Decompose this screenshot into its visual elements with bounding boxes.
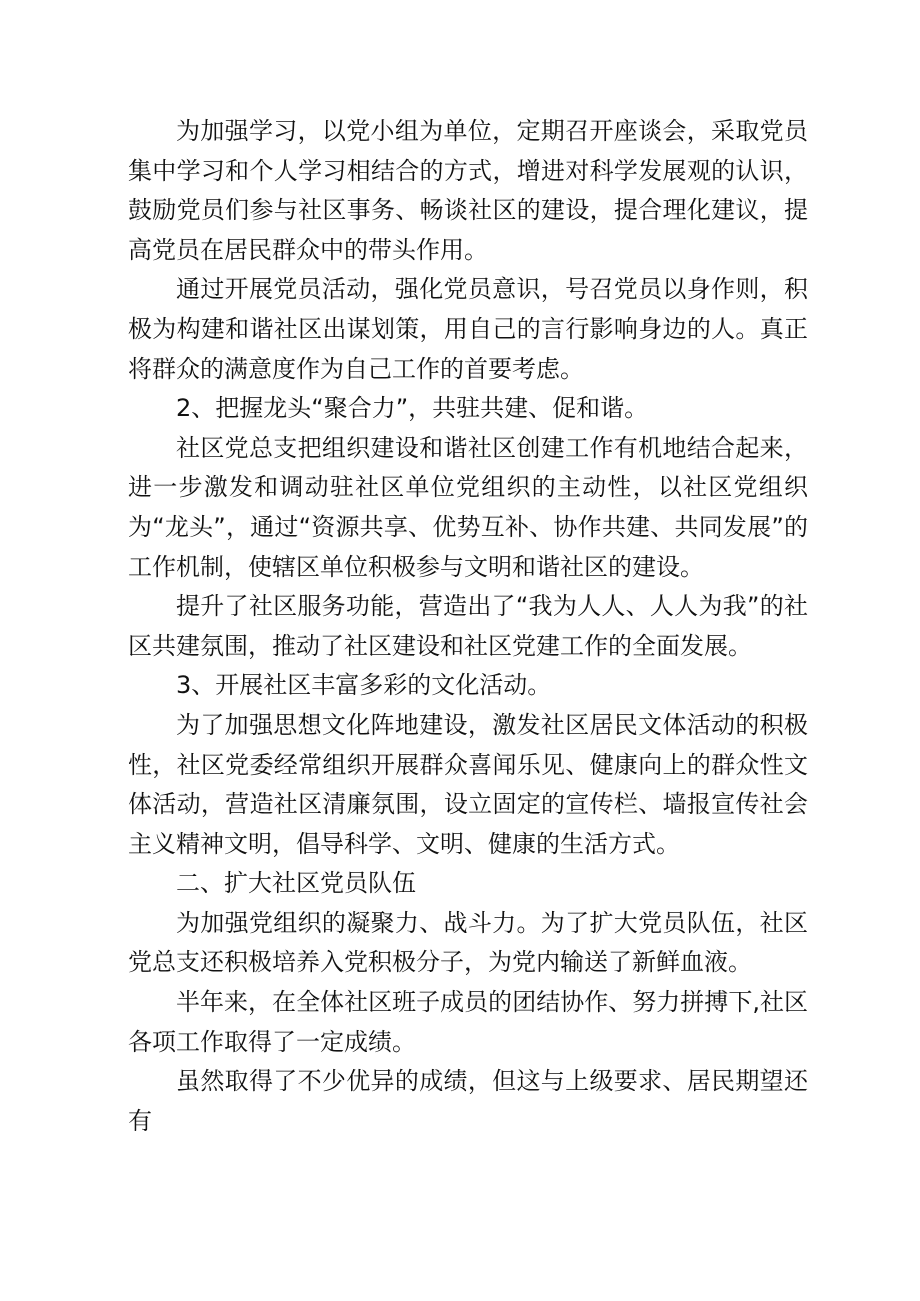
paragraph-party-activities: 通过开展党员活动，强化党员意识，号召党员以身作则，积极为构建和谐社区出谋划策，用自己的言行影响身边的人。真正将群众的满意度作为自己工作的首要考虑。: [128, 275, 808, 383]
heading-cultural-activities: 3、开展社区丰富多彩的文化活动。: [176, 671, 552, 700]
paragraph-party-study: 为加强学习，以党小组为单位，定期召开座谈会，采取党员集中学习和个人学习相结合的方式，增进对科学发展观的认识，鼓励党员们参与社区事务、畅谈社区的建设，提合理化建议，提高党员在居民群众中的带头作用。: [128, 117, 808, 264]
paragraph-organization-building: 社区党总支把组织建设和谐社区创建工作有机地结合起来，进一步激发和调动驻社区单位党组织的主动性，以社区党组织为“龙头”，通过“资源共享、优势互补、协作共建、共同发展”的工作机制，使辖区单位积极参与文明和谐社区的建设。: [128, 433, 808, 581]
paragraph-service-function: 提升了社区服务功能，营造出了“我为人人、人人为我”的社区共建氛围，推动了社区建设和社区党建工作的全面发展。: [128, 592, 808, 660]
heading-expand-members: 二、扩大社区党员队伍: [176, 869, 416, 898]
paragraph-cultural-building: 为了加强思想文化阵地建设，激发社区居民文体活动的积极性，社区党委经常组织开展群众喜闻乐见、健康向上的群众性文体活动，营造社区清廉氛围，设立固定的宣传栏、墙报宣传社会主义精神文明，倡导科学、文明、健康的生活方式。: [128, 710, 808, 858]
document-page: [128, 112, 808, 1141]
paragraph-cohesion: 为加强党组织的凝聚力、战斗力。为了扩大党员队伍，社区党总支还积极培养入党积极分子，为党内输送了新鲜血液。: [128, 908, 808, 977]
paragraph-half-year: 半年来，在全体社区班子成员的团结协作、努力拼搏下,社区各项工作取得了一定成绩。: [128, 988, 808, 1056]
heading-joint-construction: 2、把握龙头“聚合力”，共驻共建、促和谐。: [176, 394, 649, 423]
paragraph-achievements: 虽然取得了不少优异的成绩，但这与上级要求、居民期望还有: [128, 1067, 808, 1135]
